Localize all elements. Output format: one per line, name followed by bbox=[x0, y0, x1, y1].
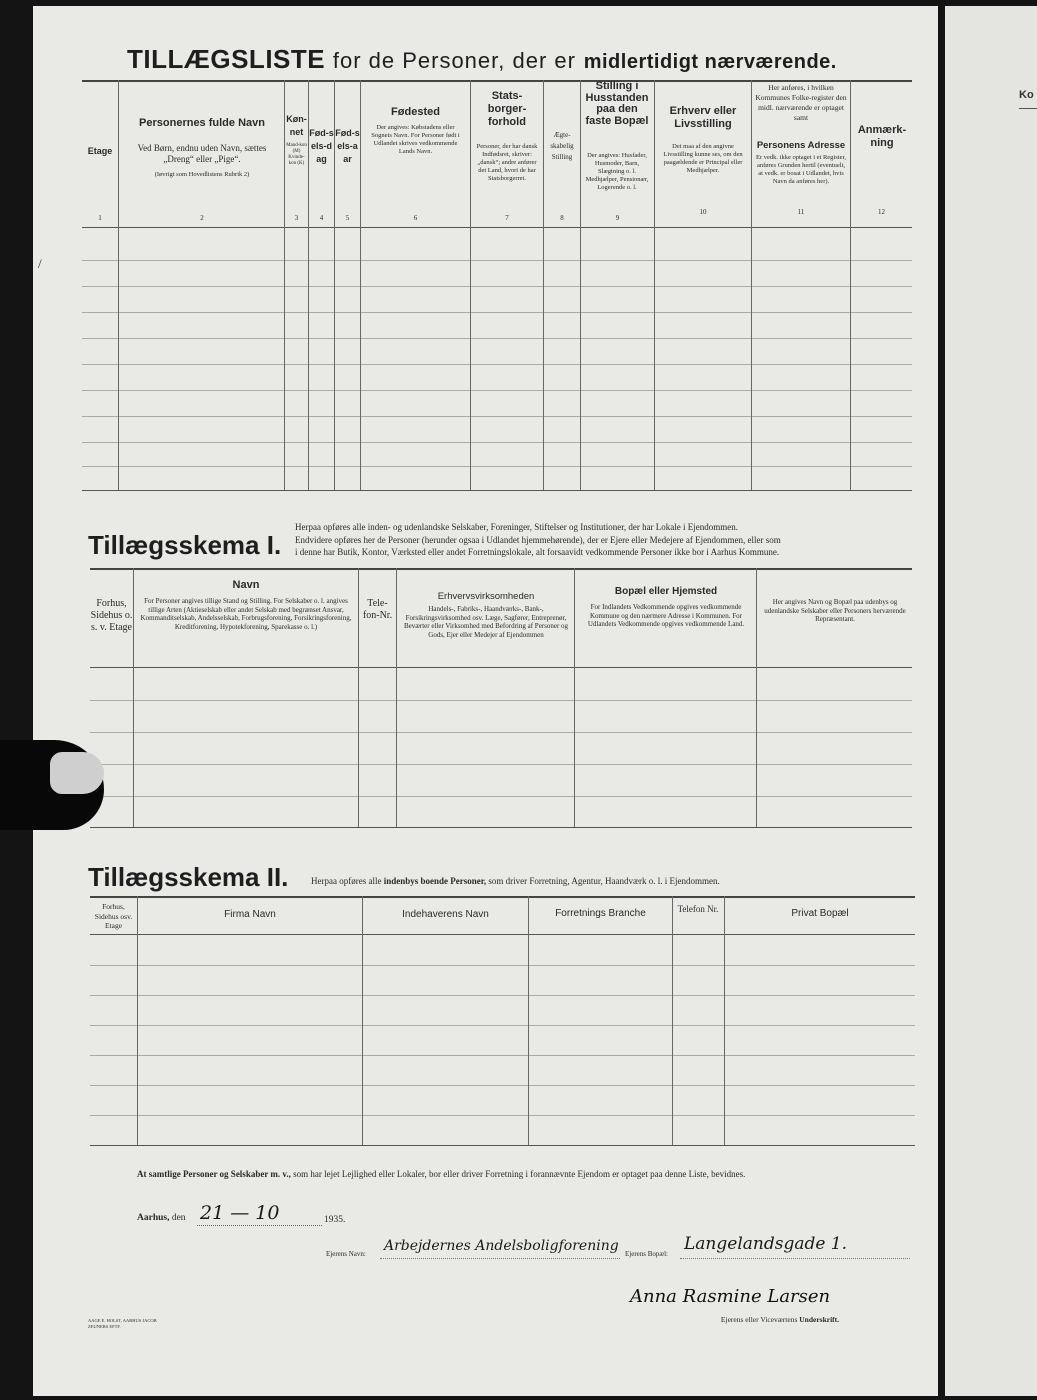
signature: Anna Rasmine Larsen bbox=[630, 1286, 831, 1307]
s2-col-phone: Telefon Nr. bbox=[677, 904, 719, 914]
col-num: 1 bbox=[98, 214, 102, 222]
col-birthday-header: Fød-sels-dag bbox=[309, 128, 334, 164]
col-occupation-header: Erhverv eller Livsstilling bbox=[669, 105, 737, 130]
attestation-text: At samtlige Personer og Selskaber m. v., som har lejet Lejlighed eller Lokaler, bor eller driver Forretning i forannævnte Ejendom er optaget paa denne Liste, bevidnes. bbox=[137, 1169, 746, 1179]
s2-col-branch: Forretnings Branche bbox=[555, 908, 646, 919]
s2-col-firm: Firma Navn bbox=[224, 909, 276, 920]
col-num: 12 bbox=[878, 208, 885, 216]
col-household-note: Der angives: Husfader, Husmoder, Barn, Slægtning o. l. Medhjælper, Pensionær, Logerende o. l. bbox=[585, 152, 649, 191]
s1-col-etage: Forhus, Sidehus o. s. v. Etage bbox=[90, 598, 133, 633]
handwritten-date: 21 — 10 bbox=[200, 1202, 280, 1224]
s1-col-business-note: Handels-, Fabriks-, Haandværks-, Bank-, Forsikringsvirksomhed osv. Læge, Sagfører, Entreprenør, Beværter eller Virksomhed med Befordring af Personer og Gods, Ejer eller Medejer af Ejendommen bbox=[403, 605, 569, 639]
col-num: 8 bbox=[560, 214, 564, 222]
col-name-header: Personernes fulde Navn bbox=[139, 117, 265, 129]
s1-col-name-note: For Personer angives tillige Stand og Stilling. For Selskaber o. l. angives tillige Arten (Aktieselskab eller andet Selskab med begrænset Ansvar, Kommanditselskab, Andelsselskab, Forbrugsforening, Forsikringsforening, Kreditforening, Hypotekforening, Sparekasse o. l.) bbox=[140, 597, 352, 631]
s1-col-residence: Bopæl eller Hjemsted bbox=[614, 586, 718, 597]
col-num: 2 bbox=[200, 214, 204, 222]
s1-col-name: Navn bbox=[232, 579, 260, 591]
printer-imprint: AAGE E. HOLST, AARHUS JACOB ZEUNERS EFTF. bbox=[88, 1318, 157, 1329]
col-address-pre: Her anføres, i hvilken Kommunes Folke-register den midl. nærværende er optaget samt bbox=[755, 83, 847, 122]
col-household-header: Stilling i Husstanden paa den faste Bopæl bbox=[585, 80, 649, 127]
s1-col-business: Erhvervsvirksomheden bbox=[437, 591, 535, 602]
signature-label: Ejerens eller Viceværtens Underskrift. bbox=[720, 1315, 840, 1324]
col-remark-header: Anmærk-ning bbox=[857, 124, 907, 149]
col-address-note: Er vedk. ikke optaget i et Register, anføres Grunden hertil (eventuelt, at vedk. er bosat i Udlandet, hvis Navn da anføres her). bbox=[756, 154, 846, 185]
adjacent-page-label: Ko bbox=[1019, 89, 1034, 101]
s2-col-etage: Forhus, Sidehus osv. Etage bbox=[94, 902, 133, 930]
thumbnail bbox=[50, 752, 104, 794]
col-name-note2: (Iøvrigt som Hovedlistens Rubrik 2) bbox=[154, 171, 250, 178]
col-num: 6 bbox=[413, 214, 418, 222]
schema-1-title: Tillægsskema I. bbox=[88, 530, 282, 560]
title-regular: for de Personer, der er bbox=[332, 48, 576, 73]
col-birthplace-note: Der angives: Købstadens eller Sognets Navn. For Personer født i Udlandet skrives vedkommende Lands Navn. bbox=[371, 124, 460, 155]
s1-col-representative-note: Her angives Navn og Bopæl paa udenbys og udenlandske Selskaber eller Personers herværende Repræsentant. bbox=[764, 598, 906, 623]
col-occupation-note: Det maa af den angivne Livsstilling kunne ses, om den paagældende er Principal eller Medhjælper. bbox=[663, 143, 743, 174]
owner-name-label: Ejerens Navn: bbox=[326, 1250, 366, 1258]
title-bold: TILLÆGSLISTE bbox=[127, 44, 326, 74]
date-line: Aarhus, den bbox=[137, 1213, 186, 1223]
schema-1-desc-3: i denne har Butik, Kontor, Værksted eller andet Forretningslokale, alt forsaavidt vedkommende Personer ikke bor i Aarhus Kommune. bbox=[295, 547, 780, 557]
col-num: 7 bbox=[505, 214, 509, 222]
col-num: 4 bbox=[319, 214, 324, 222]
col-citizenship-header: Stats-borger-forhold bbox=[487, 90, 527, 128]
col-citizenship-note: Personer, der har dansk Indfødsret, skriver: „dansk“; andre anfører det Land, hvori de har Statsborgerret. bbox=[476, 143, 538, 182]
s2-col-private-residence: Privat Bopæl bbox=[791, 908, 849, 919]
owner-name-handwritten: Arbejdernes Andelsboligforening bbox=[384, 1238, 619, 1254]
col-num: 10 bbox=[699, 208, 707, 216]
schema-1-desc-1: Herpaa opføres alle inden- og udenlandske Selskaber, Foreninger, Stiftelser og Institutioner, der har Lokale i Ejendommen. bbox=[295, 522, 739, 532]
schema-2-desc: Herpaa opføres alle indenbys boende Personer, som driver Forretning, Agentur, Haandværk o. l. i Ejendommen. bbox=[311, 876, 720, 886]
adjacent-page bbox=[945, 6, 1037, 1396]
col-birthyear-header: Fød-sels-aar bbox=[335, 128, 360, 164]
form-title bbox=[127, 44, 837, 75]
col-num: 11 bbox=[797, 208, 805, 216]
col-num: 9 bbox=[615, 214, 620, 222]
col-etage-header: Etage bbox=[87, 146, 113, 156]
col-name-note: Ved Børn, endnu uden Navn, sættes „Dreng“ eller „Pige“. bbox=[137, 143, 267, 164]
title-bold-end: midlertidigt nærværende. bbox=[583, 51, 837, 73]
s2-col-owner: Indehaverens Navn bbox=[402, 909, 489, 920]
col-address-header: Personens Adresse bbox=[756, 140, 846, 151]
col-num: 5 bbox=[345, 214, 350, 222]
col-num: 3 bbox=[294, 214, 299, 222]
col-sex-note: Mand-kon (M) Kvinde-kon (K) bbox=[286, 143, 307, 166]
s1-col-residence-note: For Indlandets Vedkommende opgives vedkommende Kommune og den nærmere Adresse i Kommunen. For Udlandets Vedkommende opgives vedkommende Land. bbox=[587, 603, 745, 628]
margin-mark: / bbox=[38, 256, 42, 271]
s1-col-phone: Tele-fon-Nr. bbox=[362, 598, 393, 621]
schema-1-desc-2: Endvidere opføres her de Personer (herunder ogsaa i Udlandet hjemmehørende), der er Ejere eller Medejere af Ejendommen, eller som bbox=[295, 535, 781, 545]
col-birthplace-header: Fødested bbox=[391, 106, 440, 118]
schema-2-title: Tillægsskema II. bbox=[88, 862, 289, 892]
year: 1935. bbox=[324, 1215, 346, 1225]
owner-address-handwritten: Langelandsgade 1. bbox=[684, 1234, 848, 1254]
col-sex-header: Køn-net bbox=[286, 114, 307, 137]
owner-address-label: Ejerens Bopæl: bbox=[625, 1250, 668, 1258]
col-marital-header: Ægte-skabelig Stilling bbox=[550, 131, 574, 161]
